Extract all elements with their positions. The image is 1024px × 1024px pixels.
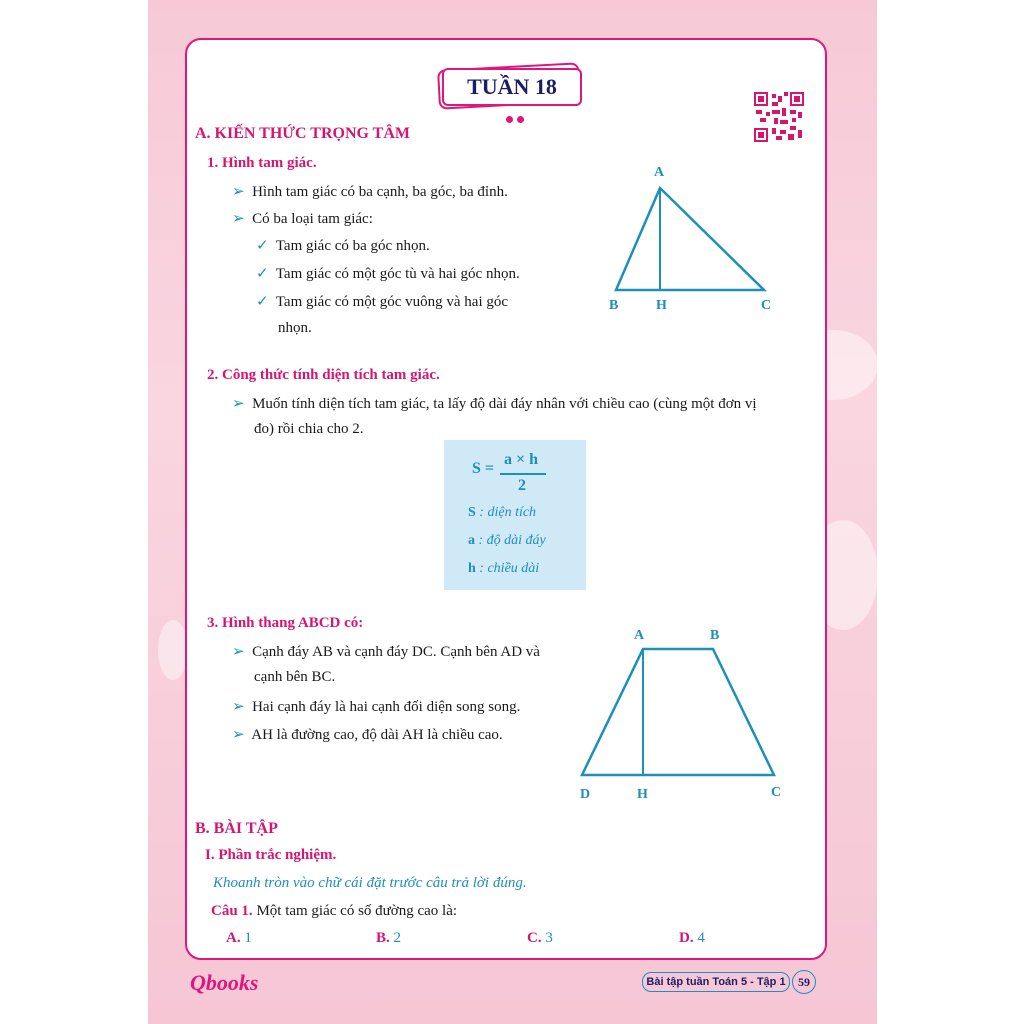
triangle-vertex-a: A <box>654 165 665 180</box>
item1-check-1: ✓ Tam giác có ba góc nhọn. <box>256 238 430 254</box>
page-number: 59 <box>792 970 816 994</box>
option-c[interactable]: C. 3 <box>527 930 553 946</box>
legend-a: a : độ dài đáy <box>468 533 546 548</box>
legend-h: h : chiều dài <box>468 561 540 576</box>
week-title-badge <box>438 66 582 106</box>
item1-bullet-2: ➢ Có ba loại tam giác: <box>232 211 373 227</box>
part1-heading: I. Phần trắc nghiệm. <box>205 847 337 863</box>
legend-s: S : diện tích <box>468 505 537 520</box>
formula-denominator: 2 <box>518 477 526 494</box>
trapezoid-vertex-c: C <box>771 785 782 800</box>
option-b[interactable]: B. 2 <box>376 930 402 946</box>
formula-lhs: S = <box>472 460 495 477</box>
triangle-vertex-b: B <box>609 298 619 313</box>
page-title: TUẦN 18 <box>442 68 582 106</box>
triangle-diagram <box>600 160 800 320</box>
item1-title: 1. Hình tam giác. <box>207 155 317 171</box>
triangle-vertex-h: H <box>656 298 667 313</box>
trapezoid-vertex-b: B <box>710 628 720 643</box>
qr-code-icon[interactable] <box>754 92 804 142</box>
section-b-heading: B. BÀI TẬP <box>195 820 278 837</box>
item3-bullet-2: ➢ Hai cạnh đáy là hai cạnh đối diện song song. <box>232 699 521 715</box>
item1-check-3: ✓ Tam giác có một góc vuông và hai góc <box>256 294 509 310</box>
trapezoid-diagram <box>570 630 790 790</box>
item3-bullet-1-cont: cạnh bên BC. <box>254 669 336 685</box>
trapezoid-vertex-h: H <box>637 787 648 802</box>
item2-bullet-cont: đo) rồi chia cho 2. <box>254 421 364 437</box>
option-a[interactable]: A. 1 <box>226 930 252 946</box>
item3-bullet-3: ➢ AH là đường cao, độ dài AH là chiều cao. <box>232 727 503 743</box>
item2-bullet: ➢ Muốn tính diện tích tam giác, ta lấy độ dài đáy nhân với chiều cao (cùng một đơn vị <box>232 396 757 412</box>
item3-title: 3. Hình thang ABCD có: <box>207 615 364 631</box>
formula-numerator: a × h <box>504 451 539 468</box>
item1-check-3-cont: nhọn. <box>278 320 312 336</box>
item1-check-2: ✓ Tam giác có một góc tù và hai góc nhọn. <box>256 266 520 282</box>
triangle-vertex-c: C <box>761 298 772 313</box>
trapezoid-vertex-d: D <box>580 787 591 802</box>
fraction-bar <box>500 473 546 475</box>
option-d[interactable]: D. 4 <box>679 930 705 946</box>
decorative-dots <box>506 110 528 128</box>
trapezoid-vertex-a: A <box>634 628 645 643</box>
book-title: Bài tập tuần Toán 5 - Tập 1 <box>642 972 790 992</box>
item3-bullet-1: ➢ Cạnh đáy AB và cạnh đáy DC. Cạnh bên AD và <box>232 644 540 660</box>
instruction-text: Khoanh tròn vào chữ cái đặt trước câu trả lời đúng. <box>213 875 527 891</box>
item1-bullet-1: ➢ Hình tam giác có ba cạnh, ba góc, ba đỉnh. <box>232 184 508 200</box>
question-1: Câu 1. Một tam giác có số đường cao là: <box>211 903 458 919</box>
section-a-heading: A. KIẾN THỨC TRỌNG TÂM <box>195 125 410 142</box>
item2-title: 2. Công thức tính diện tích tam giác. <box>207 367 440 383</box>
publisher-logo: Qbooks <box>190 970 259 995</box>
